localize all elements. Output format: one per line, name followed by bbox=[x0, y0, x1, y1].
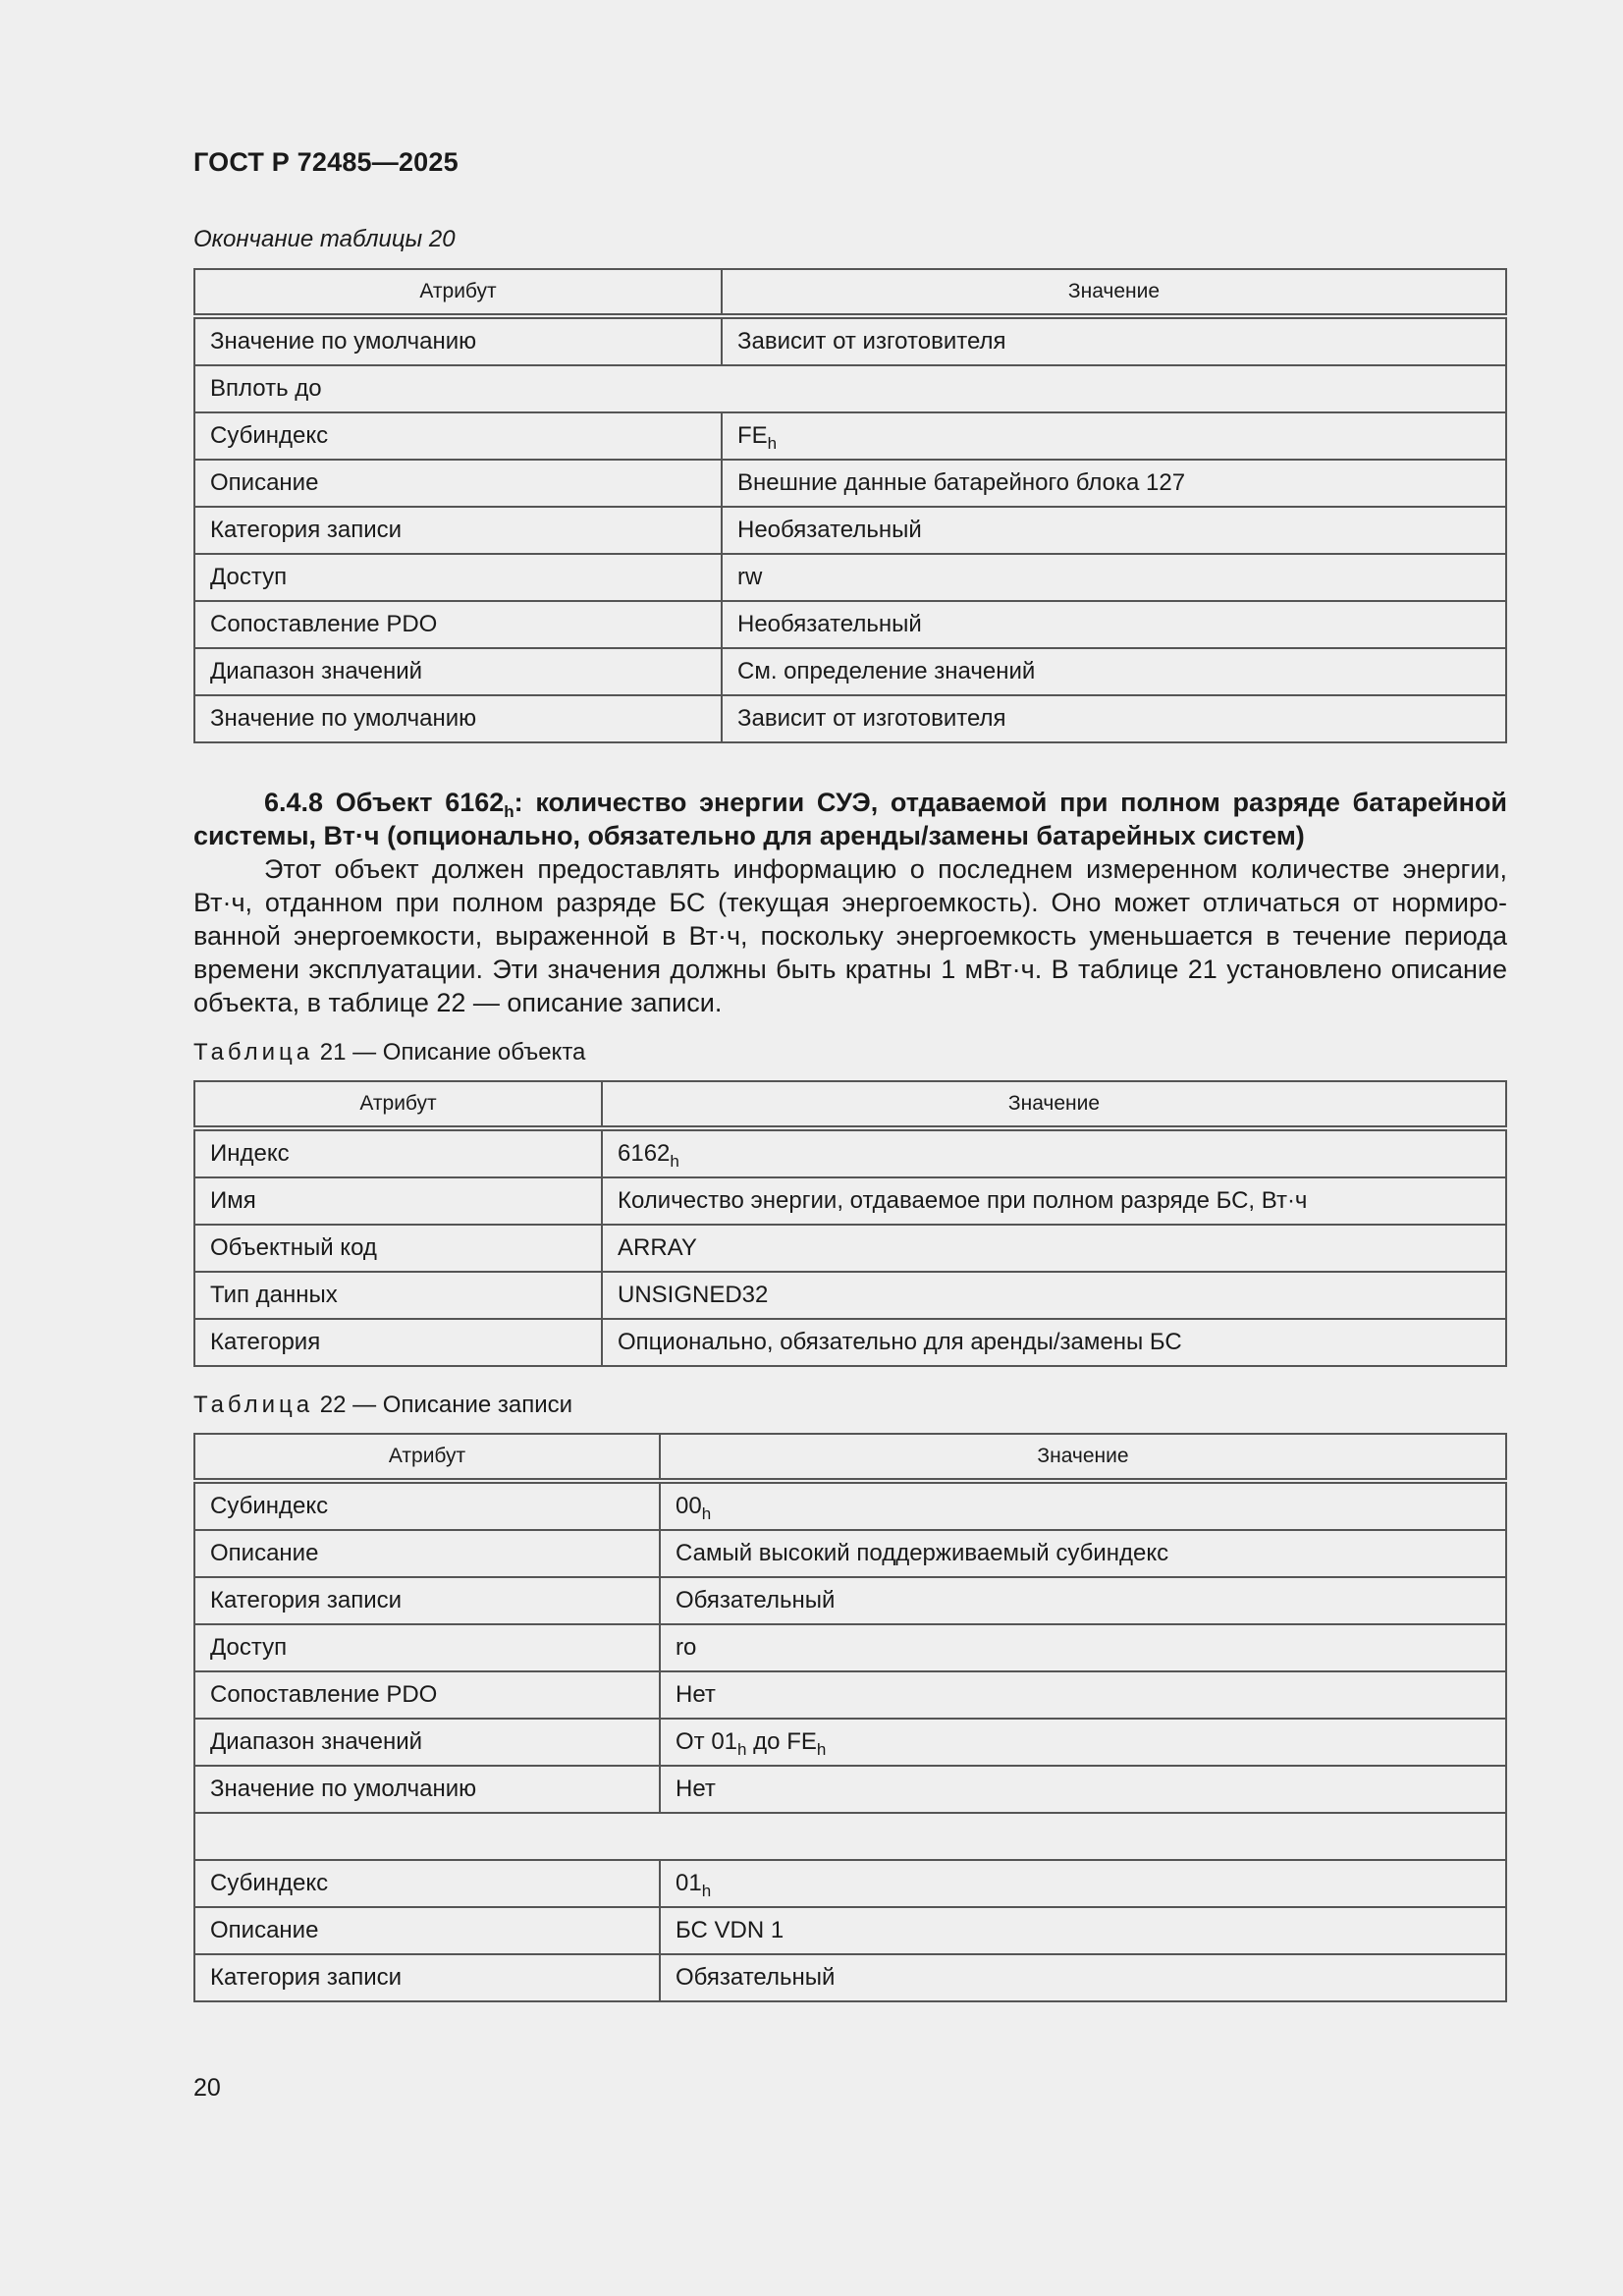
table-row bbox=[194, 554, 1506, 601]
value-cell: Необязательный bbox=[722, 507, 1506, 554]
table-row bbox=[194, 1530, 1506, 1577]
column-header-attribute: Атрибут bbox=[194, 1434, 660, 1481]
attribute-cell: Описание bbox=[194, 460, 722, 507]
column-header-value: Значение bbox=[660, 1434, 1506, 1481]
value-cell: См. определение значений bbox=[722, 648, 1506, 695]
document-number: ГОСТ Р 72485—2025 bbox=[193, 147, 459, 177]
value-cell: Нет bbox=[660, 1766, 1506, 1813]
attribute-cell: Субиндекс bbox=[194, 1481, 660, 1530]
value-cell: ro bbox=[660, 1624, 1506, 1671]
page-number: 20 bbox=[193, 2074, 221, 2102]
table-row bbox=[194, 1128, 1506, 1177]
value-cell: Обязательный bbox=[660, 1954, 1506, 2001]
attribute-cell: Описание bbox=[194, 1907, 660, 1954]
attribute-cell: Значение по умолчанию bbox=[194, 695, 722, 742]
table-20 bbox=[193, 268, 1507, 743]
attribute-cell: Индекс bbox=[194, 1128, 602, 1177]
value-cell: $00_h$ bbox=[660, 1481, 1506, 1530]
attribute-cell: Сопоставление PDO bbox=[194, 1671, 660, 1719]
value-cell: rw bbox=[722, 554, 1506, 601]
attribute-cell: Субиндекс bbox=[194, 1860, 660, 1907]
attribute-cell: Категория записи bbox=[194, 1577, 660, 1624]
value-cell: $6162_h$ bbox=[602, 1128, 1506, 1177]
table-row bbox=[194, 1577, 1506, 1624]
column-header-attribute: Атрибут bbox=[194, 1081, 602, 1128]
attribute-cell: Описание bbox=[194, 1530, 660, 1577]
value-cell: Самый высокий поддерживаемый субиндекс bbox=[660, 1530, 1506, 1577]
table-row bbox=[194, 1813, 1506, 1860]
section-6-4-8 bbox=[193, 786, 1507, 1019]
attribute-cell: Субиндекс bbox=[194, 412, 722, 460]
section-heading: 6.4.8 Объект $6162_h$: количество энергии СУЭ, отдаваемой при полном разряде батарейной системы, Вт·ч (опционально, обязательно для аренды/замены батарейных систем) bbox=[193, 788, 1507, 850]
value-cell: БС VDN 1 bbox=[660, 1907, 1506, 1954]
table-row bbox=[194, 1860, 1506, 1907]
value-cell: $01_h$ bbox=[660, 1860, 1506, 1907]
table-row bbox=[194, 1272, 1506, 1319]
attribute-cell: Значение по умолчанию bbox=[194, 1766, 660, 1813]
table-row bbox=[194, 1624, 1506, 1671]
value-cell: Внешние данные батарейного блока 127 bbox=[722, 460, 1506, 507]
value-cell: Количество энергии, отдаваемое при полном разряде БС, Вт·ч bbox=[602, 1177, 1506, 1225]
attribute-cell: Имя bbox=[194, 1177, 602, 1225]
table-row bbox=[194, 1719, 1506, 1766]
section-body: Этот объект должен предоставлять информацию о последнем измеренном количестве энергии, Вт·ч, отданном при полном разряде БС (текущая энергоемкость). Оно может отличаться от нормированной энергоемкости, выраженной в Вт·ч, поскольку энергоемкость уменьшается в течение периода времени эксплуатации. Эти значения должны быть кратны 1 мВт·ч. В таблице 21 установлено описание объекта, в таблице 22 — описание записи. bbox=[193, 854, 1507, 1017]
table-row bbox=[194, 460, 1506, 507]
value-cell: $FE_h$ bbox=[722, 412, 1506, 460]
value-cell: UNSIGNED32 bbox=[602, 1272, 1506, 1319]
table-row bbox=[194, 1481, 1506, 1530]
table-row bbox=[194, 1319, 1506, 1366]
attribute-cell: Доступ bbox=[194, 554, 722, 601]
attribute-cell: Категория bbox=[194, 1319, 602, 1366]
table-row bbox=[194, 412, 1506, 460]
table-row bbox=[194, 1225, 1506, 1272]
table-22-caption: Таблица 22 — Описание записи bbox=[193, 1392, 573, 1418]
attribute-cell: Доступ bbox=[194, 1624, 660, 1671]
attribute-cell: Категория записи bbox=[194, 1954, 660, 2001]
group-label-cell: Вплоть до bbox=[194, 365, 1506, 412]
table-20-caption: Окончание таблицы 20 bbox=[193, 226, 456, 252]
value-cell: Нет bbox=[660, 1671, 1506, 1719]
table-row bbox=[194, 601, 1506, 648]
attribute-cell: Сопоставление PDO bbox=[194, 601, 722, 648]
value-cell: Необязательный bbox=[722, 601, 1506, 648]
value-cell: От $01_h$ до $FE_h$ bbox=[660, 1719, 1506, 1766]
table-row bbox=[194, 1177, 1506, 1225]
table-21 bbox=[193, 1080, 1507, 1367]
value-cell: Зависит от изготовителя bbox=[722, 695, 1506, 742]
table-row bbox=[194, 1671, 1506, 1719]
table-row bbox=[194, 695, 1506, 742]
table-row bbox=[194, 648, 1506, 695]
table-row bbox=[194, 1766, 1506, 1813]
attribute-cell: Диапазон значений bbox=[194, 648, 722, 695]
table-22 bbox=[193, 1433, 1507, 2002]
table-row bbox=[194, 365, 1506, 412]
table-row bbox=[194, 1954, 1506, 2001]
value-cell: Зависит от изготовителя bbox=[722, 316, 1506, 365]
value-cell: ARRAY bbox=[602, 1225, 1506, 1272]
table-21-caption: Таблица 21 — Описание объекта bbox=[193, 1039, 586, 1066]
attribute-cell: Объектный код bbox=[194, 1225, 602, 1272]
attribute-cell: Значение по умолчанию bbox=[194, 316, 722, 365]
attribute-cell: Диапазон значений bbox=[194, 1719, 660, 1766]
table-row bbox=[194, 1907, 1506, 1954]
attribute-cell: Категория записи bbox=[194, 507, 722, 554]
column-header-value: Значение bbox=[722, 269, 1506, 316]
empty-separator-cell bbox=[194, 1813, 1506, 1860]
attribute-cell: Тип данных bbox=[194, 1272, 602, 1319]
value-cell: Опционально, обязательно для аренды/замены БС bbox=[602, 1319, 1506, 1366]
column-header-attribute: Атрибут bbox=[194, 269, 722, 316]
column-header-value: Значение bbox=[602, 1081, 1506, 1128]
table-row bbox=[194, 507, 1506, 554]
value-cell: Обязательный bbox=[660, 1577, 1506, 1624]
table-row bbox=[194, 316, 1506, 365]
